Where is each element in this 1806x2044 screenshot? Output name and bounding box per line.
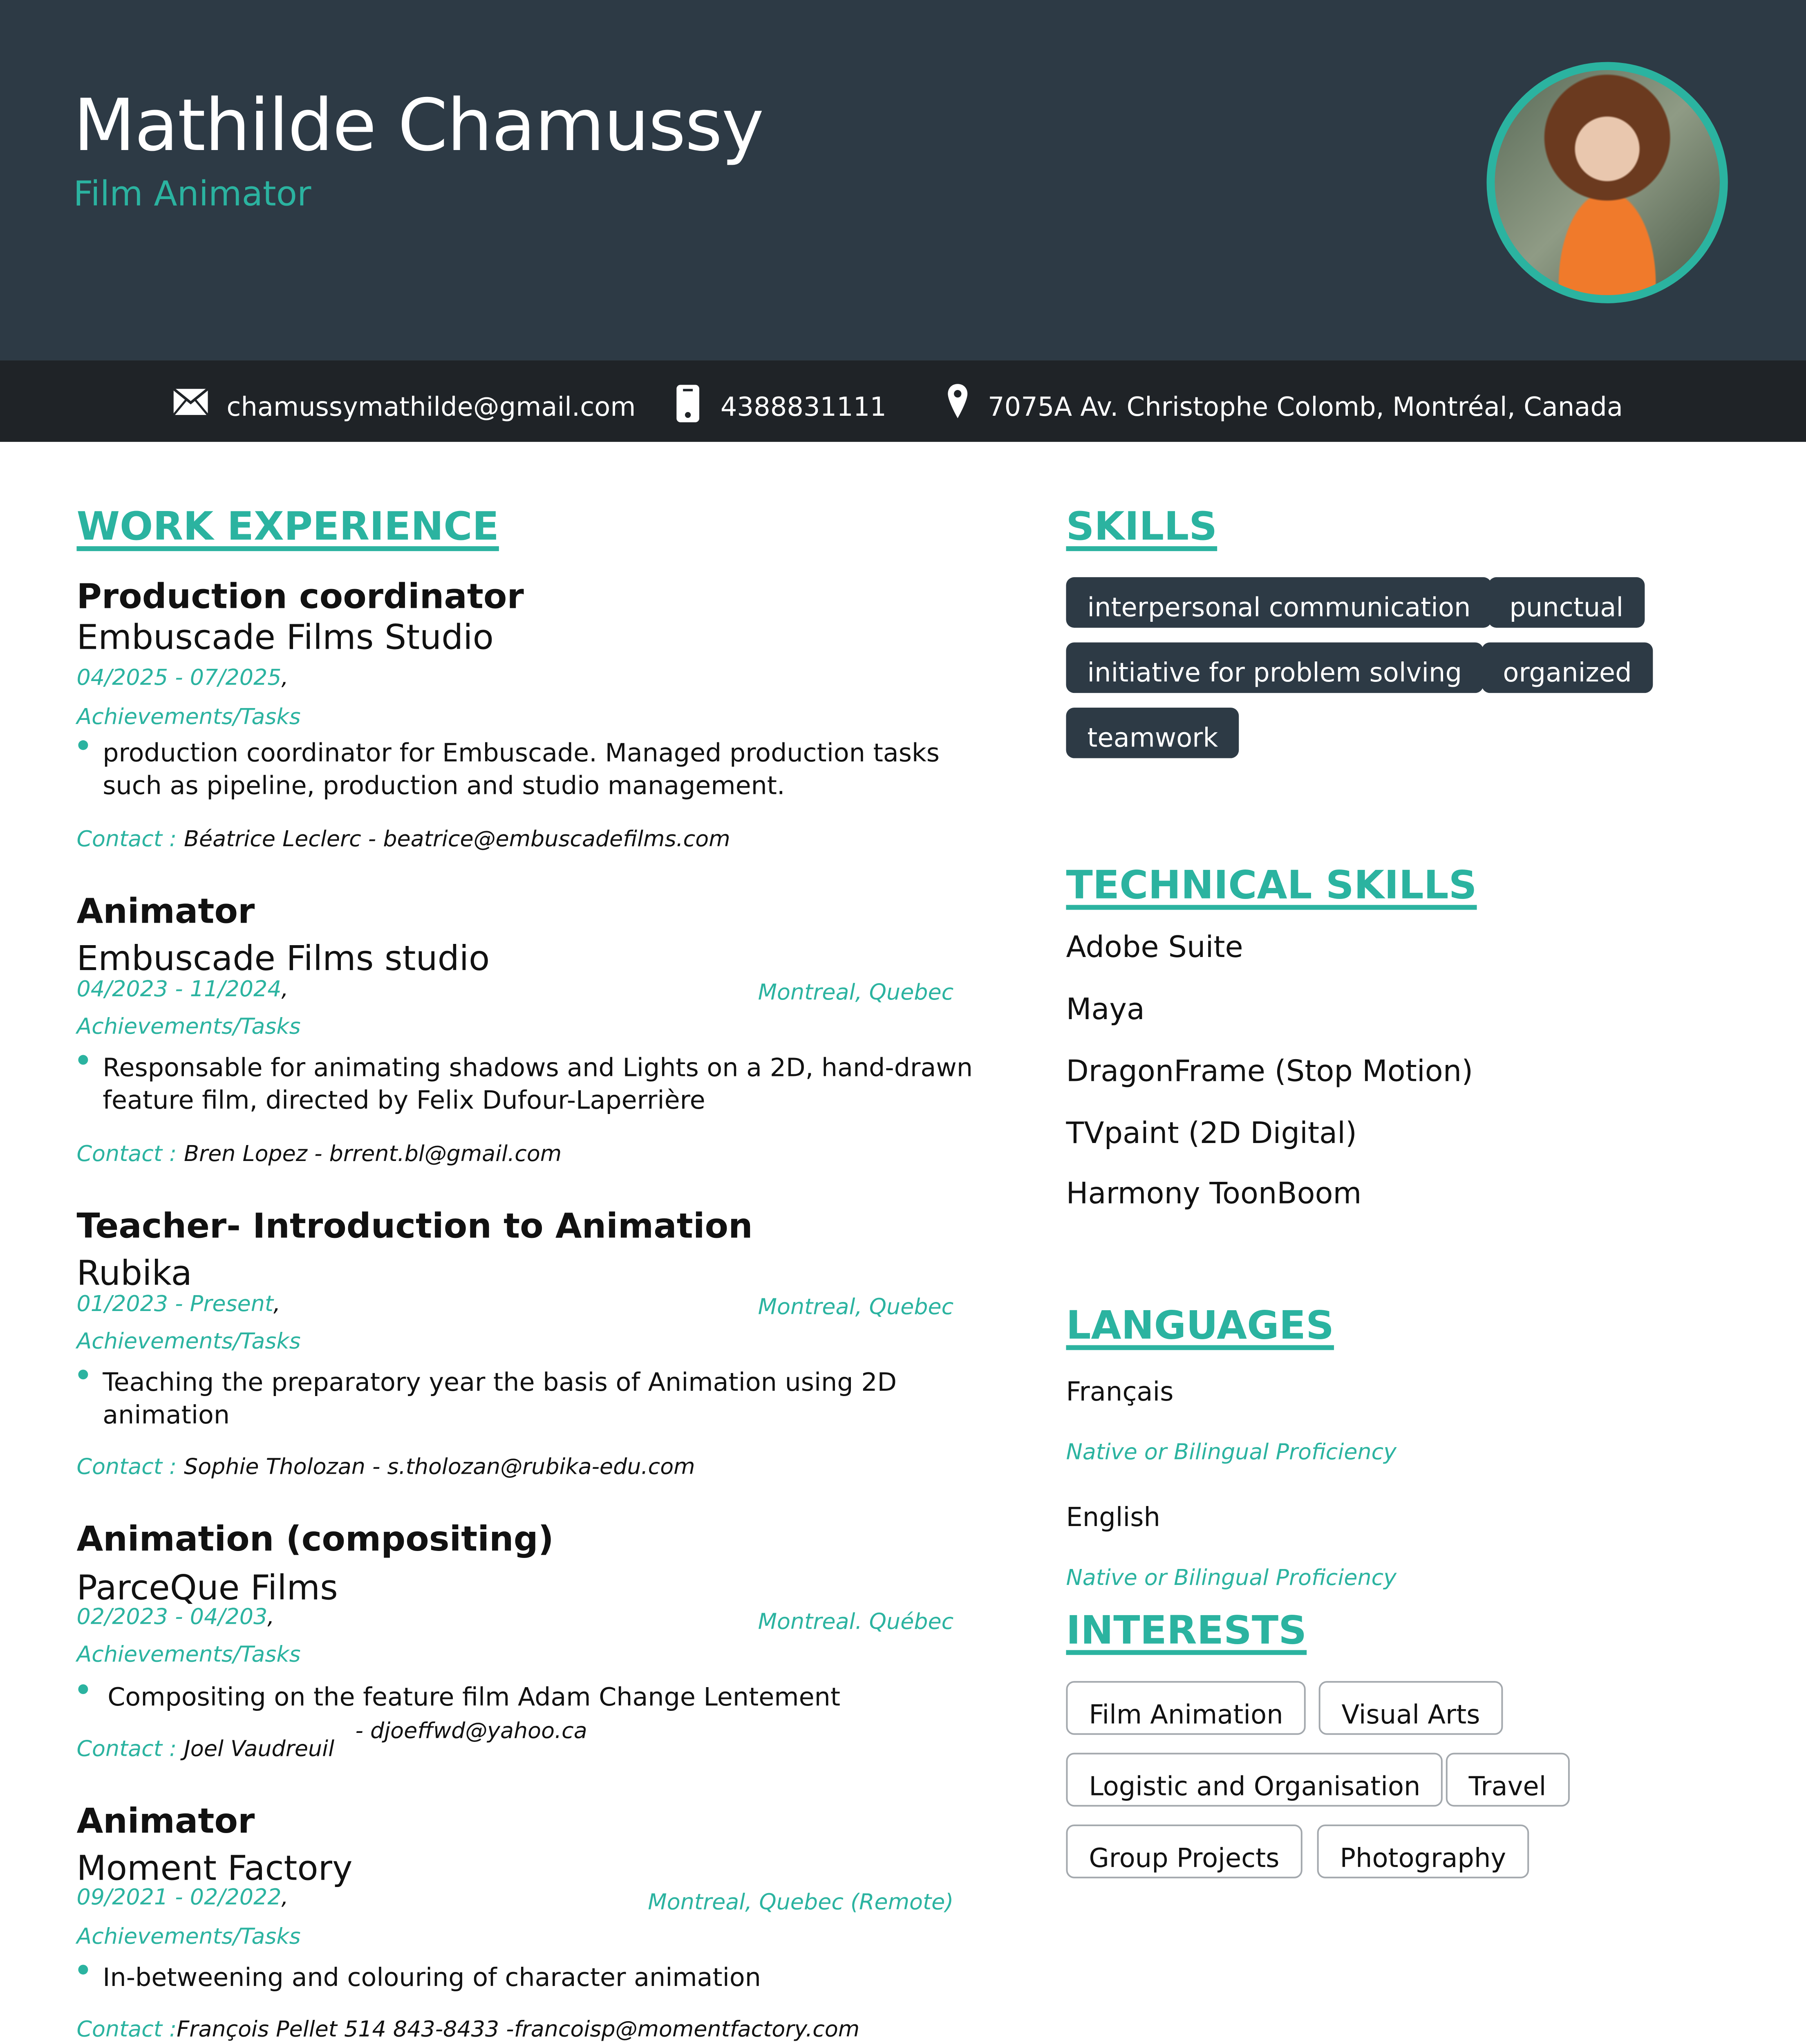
skill-tag: punctual — [1488, 577, 1645, 628]
skill-tag: interpersonal communication — [1066, 577, 1492, 628]
bullet-dot — [78, 740, 88, 750]
interest-tag: Travel — [1446, 1753, 1569, 1807]
job-location: Montreal. Québec — [758, 1609, 954, 1636]
job-organization: Embuscade Films Studio — [76, 618, 494, 657]
job-contact: Contact : Sophie Tholozan - s.tholozan@rubika-edu.com — [76, 1454, 695, 1481]
task-line: Teaching the preparatory year the basis of Animation using 2D — [103, 1368, 897, 1398]
tasks-label: Achievements/Tasks — [76, 1642, 301, 1668]
task-line: Responsable for animating shadows and Lights on a 2D, hand-drawn — [103, 1053, 973, 1083]
task-line: feature film, directed by Felix Dufour-Laperrière — [103, 1086, 705, 1116]
job-title: Animation (compositing) — [76, 1520, 554, 1559]
interest-tag: Visual Arts — [1319, 1681, 1503, 1735]
interest-tag: Logistic and Organisation — [1066, 1753, 1443, 1807]
task-line: In-betweening and colouring of character animation — [103, 1963, 761, 1992]
job-title: Teacher- Introduction to Animation — [76, 1206, 753, 1246]
job-organization: ParceQue Films — [76, 1568, 338, 1608]
job-contact: Contact : Bren Lopez - brrent.bl@gmail.com — [76, 1141, 562, 1168]
tasks-label: Achievements/Tasks — [76, 1014, 301, 1040]
job-title: Animator — [76, 1802, 255, 1841]
job-contact: Contact : Béatrice Leclerc - beatrice@embuscadefilms.com — [76, 827, 730, 853]
job-organization: Rubika — [76, 1254, 192, 1293]
phone-icon — [676, 385, 699, 422]
skill-tag: teamwork — [1066, 708, 1239, 758]
task-line: production coordinator for Embuscade. Managed production tasks — [103, 738, 940, 768]
skill-tag: initiative for problem solving — [1066, 642, 1483, 693]
job-organization: Embuscade Films studio — [76, 939, 490, 979]
email-link[interactable]: chamussymathilde@gmail.com — [226, 391, 636, 423]
interest-tag: Group Projects — [1066, 1824, 1302, 1878]
section-title-skills: SKILLS — [1066, 504, 1217, 550]
tasks-label: Achievements/Tasks — [76, 704, 301, 731]
job-dates: 04/2025 - 07/2025, — [76, 665, 289, 692]
job-contact: Contact :François Pellet 514 843-8433 -francoisp@momentfactory.com — [76, 2017, 860, 2043]
job-title: Animator — [76, 892, 255, 931]
address-text: 7075A Av. Christophe Colomb, Montréal, Canada — [988, 391, 1623, 423]
bullet-dot — [78, 1055, 88, 1065]
skill-tag: organized — [1482, 642, 1653, 693]
technical-skill: TVpaint (2D Digital) — [1066, 1117, 1357, 1151]
tasks-label: Achievements/Tasks — [76, 1924, 301, 1950]
section-title-technical: TECHNICAL SKILLS — [1066, 862, 1477, 908]
task-line: animation — [103, 1401, 230, 1430]
job-dates: 04/2023 - 11/2024, — [76, 977, 289, 1003]
job-title: Production coordinator — [76, 577, 524, 616]
technical-skill: DragonFrame (Stop Motion) — [1066, 1055, 1473, 1089]
task-line: such as pipeline, production and studio management. — [103, 771, 785, 801]
job-dates: 01/2023 - Present, — [76, 1291, 281, 1318]
technical-skill: Maya — [1066, 993, 1145, 1027]
tasks-label: Achievements/Tasks — [76, 1329, 301, 1355]
job-location: Montreal, Quebec (Remote) — [648, 1889, 954, 1916]
bullet-dot — [78, 1965, 88, 1975]
language-level: Native or Bilingual Proficiency — [1066, 1565, 1397, 1591]
language-name: Français — [1066, 1376, 1174, 1407]
map-pin-icon — [947, 383, 968, 419]
bullet-dot — [78, 1369, 88, 1379]
section-title-work: WORK EXPERIENCE — [76, 504, 499, 550]
candidate-name: Mathilde Chamussy — [73, 85, 763, 168]
job-contact: Contact : Joel Vaudreuil — [76, 1736, 335, 1763]
language-level: Native or Bilingual Proficiency — [1066, 1439, 1397, 1466]
job-location: Montreal, Quebec — [758, 1294, 954, 1321]
technical-skill: Adobe Suite — [1066, 931, 1243, 966]
interest-tag: Film Animation — [1066, 1681, 1306, 1735]
phone-link[interactable]: 4388831111 — [720, 391, 886, 423]
interest-tag: Photography — [1317, 1824, 1529, 1878]
language-name: English — [1066, 1502, 1160, 1533]
candidate-role: Film Animator — [73, 174, 311, 214]
bullet-dot — [78, 1684, 88, 1694]
job-dates: 09/2021 - 02/2022, — [76, 1885, 289, 1911]
technical-skill: Harmony ToonBoom — [1066, 1177, 1362, 1212]
profile-photo — [1487, 62, 1728, 303]
section-title-interests: INTERESTS — [1066, 1607, 1307, 1654]
job-organization: Moment Factory — [76, 1849, 353, 1888]
section-title-languages: LANGUAGES — [1066, 1302, 1334, 1349]
job-location: Montreal, Quebec — [758, 980, 954, 1006]
job-contact-email: - djoeffwd@yahoo.ca — [355, 1718, 587, 1745]
job-dates: 02/2023 - 04/203, — [76, 1604, 275, 1631]
task-line: Compositing on the feature film Adam Change Lentement — [107, 1683, 841, 1712]
envelope-icon — [173, 388, 209, 416]
